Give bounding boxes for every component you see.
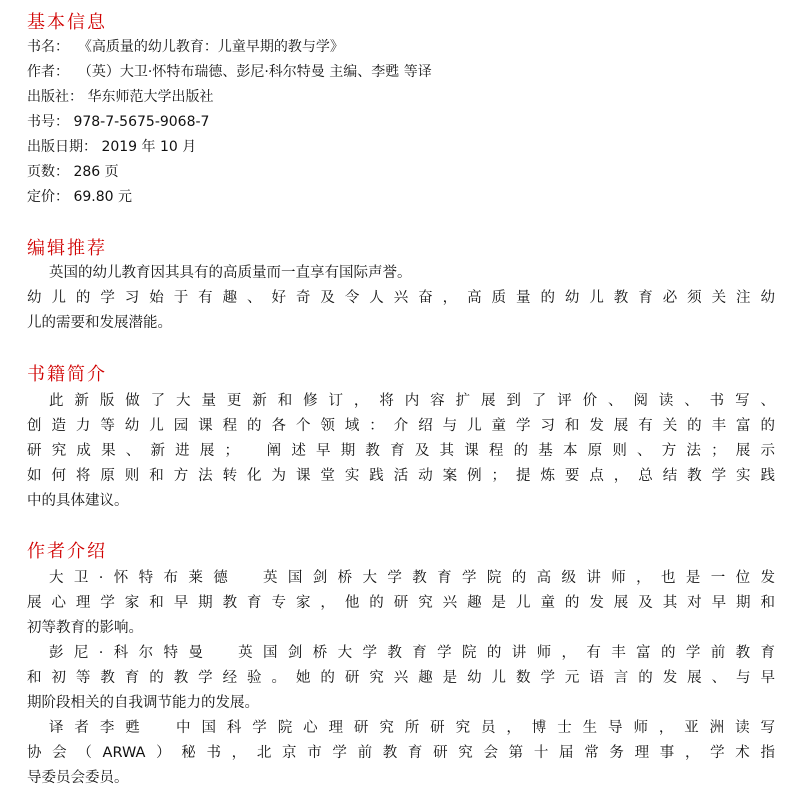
editor-recommend-text: [27, 261, 775, 336]
info-label: 定价：: [27, 189, 69, 205]
info-value: 69.80 元: [73, 189, 132, 205]
info-label: 页数：: [27, 164, 69, 180]
info-row-publisher: [27, 85, 432, 110]
info-value: （英）大卫·怀特布瑞德、彭尼·科尔特曼 主编、李甦 等译: [77, 64, 432, 80]
author-intro-text: [27, 566, 775, 791]
info-row-price: [27, 185, 432, 210]
text-line: 和初等教育的教学经验。她的研究兴趣是幼儿数学元语言的发展、与早: [27, 670, 775, 686]
info-value: 《高质量的幼儿教育：儿童早期的教与学》: [77, 39, 344, 55]
book-intro-text: [27, 389, 775, 514]
info-value: 华东师范大学出版社: [87, 89, 214, 105]
info-label: 书名：: [27, 39, 69, 55]
info-row-author: [27, 60, 432, 85]
info-label: 书号：: [27, 114, 69, 130]
text-line: 如何将原则和方法转化为课堂实践活动案例；提炼要点，总结教学实践: [27, 468, 775, 484]
text-line: 译者李甦 中国科学院心理研究所研究员，博士生导师，亚洲读写: [49, 720, 775, 736]
text-line: 协会（ARWA）秘书，北京市学前教育研究会第十届常务理事，学术指: [27, 745, 775, 761]
text-line: 大卫·怀特布莱德 英国剑桥大学教育学院的高级讲师，也是一位发: [49, 570, 775, 586]
section-heading-author-intro: 作者介绍: [27, 541, 107, 562]
text-line: 研究成果、新进展； 阐述早期教育及其课程的基本原则、方法；展示: [27, 443, 775, 459]
text-line: 展心理学家和早期教育专家，他的研究兴趣是儿童的发展及其对早期和: [27, 595, 775, 611]
text-line: 此新版做了大量更新和修订，将内容扩展到了评价、阅读、书写、: [49, 393, 775, 409]
section-heading-book-intro: 书籍简介: [27, 364, 107, 385]
section-heading-editor-recommend: 编辑推荐: [27, 238, 107, 259]
text-line: 英国的幼儿教育因其具有的高质量而一直享有国际声誉。: [49, 265, 412, 281]
text-line: 中的具体建议。: [27, 493, 129, 509]
text-line: 期阶段相关的自我调节能力的发展。: [27, 695, 259, 711]
info-value: 2019 年 10 月: [101, 139, 197, 155]
info-row-isbn: [27, 110, 432, 135]
info-row-date: [27, 135, 432, 160]
text-line: 彭尼·科尔特曼 英国剑桥大学教育学院的讲师，有丰富的学前教育: [49, 645, 775, 661]
info-label: 出版日期：: [27, 139, 97, 155]
basic-info-list: [27, 35, 432, 210]
info-row-pages: [27, 160, 432, 185]
info-label: 作者：: [27, 64, 69, 80]
section-heading-basic-info: 基本信息: [27, 12, 107, 33]
info-row-title: [27, 35, 432, 60]
info-value: 286 页: [73, 164, 119, 180]
text-line: 初等教育的影响。: [27, 620, 143, 636]
text-line: 创造力等幼儿园课程的各个领域：介绍与儿童学习和发展有关的丰富的: [27, 418, 775, 434]
text-line: 儿的需要和发展潜能。: [27, 315, 172, 331]
info-value: 978-7-5675-9068-7: [73, 114, 210, 130]
text-line: 导委员会委员。: [27, 770, 129, 786]
text-line: 幼儿的学习始于有趣、好奇及令人兴奋，高质量的幼儿教育必须关注幼: [27, 290, 775, 306]
info-label: 出版社：: [27, 89, 83, 105]
